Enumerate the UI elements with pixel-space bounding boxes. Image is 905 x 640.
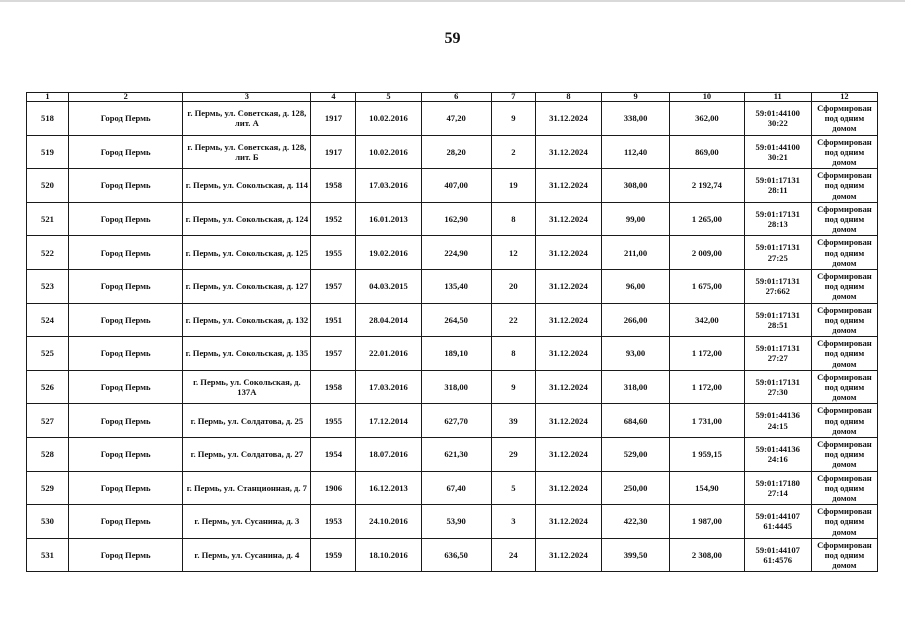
value-cell: 1 265,00 — [670, 202, 745, 236]
cadastral-number-cell: 59:01:17180 27:14 — [744, 471, 811, 505]
count-cell: 5 — [491, 471, 535, 505]
municipality-cell: Город Пермь — [68, 404, 182, 438]
year-built-cell: 1958 — [311, 169, 356, 203]
deadline-date-cell: 31.12.2024 — [535, 169, 601, 203]
status-cell: Сформирован под одним домом — [811, 202, 877, 236]
count-cell: 39 — [491, 404, 535, 438]
municipality-cell: Город Пермь — [68, 135, 182, 169]
table-row — [27, 505, 878, 539]
address-cell: г. Пермь, ул. Сусанина, д. 4 — [183, 538, 311, 572]
value-cell: 422,30 — [601, 505, 669, 539]
table-row — [27, 370, 878, 404]
value-cell: 1 987,00 — [670, 505, 745, 539]
value-cell: 2 192,74 — [670, 169, 745, 203]
table-row — [27, 135, 878, 169]
column-header: 9 — [601, 93, 669, 102]
address-cell: г. Пермь, ул. Солдатова, д. 25 — [183, 404, 311, 438]
municipality-cell: Город Пермь — [68, 505, 182, 539]
value-cell: 250,00 — [601, 471, 669, 505]
column-header: 1 — [27, 93, 69, 102]
table-row — [27, 269, 878, 303]
address-cell: г. Пермь, ул. Станционная, д. 7 — [183, 471, 311, 505]
municipality-cell: Город Пермь — [68, 538, 182, 572]
count-cell: 8 — [491, 202, 535, 236]
date-cell: 04.03.2015 — [356, 269, 421, 303]
year-built-cell: 1955 — [311, 236, 356, 270]
cadastral-number-cell: 59:01:44100 30:21 — [744, 135, 811, 169]
date-cell: 17.03.2016 — [356, 169, 421, 203]
row-number-cell: 527 — [27, 404, 69, 438]
date-cell: 16.01.2013 — [356, 202, 421, 236]
deadline-date-cell: 31.12.2024 — [535, 135, 601, 169]
deadline-date-cell: 31.12.2024 — [535, 437, 601, 471]
table-row — [27, 102, 878, 136]
date-cell: 24.10.2016 — [356, 505, 421, 539]
value-cell: 529,00 — [601, 437, 669, 471]
value-cell: 99,00 — [601, 202, 669, 236]
table-row — [27, 538, 878, 572]
area-cell: 28,20 — [421, 135, 491, 169]
cadastral-number-cell: 59:01:17131 28:51 — [744, 303, 811, 337]
cadastral-number-cell: 59:01:17131 28:11 — [744, 169, 811, 203]
value-cell: 211,00 — [601, 236, 669, 270]
address-cell: г. Пермь, ул. Солдатова, д. 27 — [183, 437, 311, 471]
date-cell: 19.02.2016 — [356, 236, 421, 270]
status-cell: Сформирован под одним домом — [811, 437, 877, 471]
column-header: 4 — [311, 93, 356, 102]
address-cell: г. Пермь, ул. Советская, д. 128, лит. А — [183, 102, 311, 136]
municipality-cell: Город Пермь — [68, 337, 182, 371]
value-cell: 1 731,00 — [670, 404, 745, 438]
column-header: 3 — [183, 93, 311, 102]
count-cell: 9 — [491, 102, 535, 136]
value-cell: 338,00 — [601, 102, 669, 136]
column-header: 7 — [491, 93, 535, 102]
address-cell: г. Пермь, ул. Советская, д. 128, лит. Б — [183, 135, 311, 169]
year-built-cell: 1917 — [311, 135, 356, 169]
area-cell: 189,10 — [421, 337, 491, 371]
status-cell: Сформирован под одним домом — [811, 135, 877, 169]
area-cell: 224,90 — [421, 236, 491, 270]
value-cell: 362,00 — [670, 102, 745, 136]
area-cell: 621,30 — [421, 437, 491, 471]
deadline-date-cell: 31.12.2024 — [535, 269, 601, 303]
cadastral-number-cell: 59:01:44136 24:15 — [744, 404, 811, 438]
value-cell: 869,00 — [670, 135, 745, 169]
status-cell: Сформирован под одним домом — [811, 471, 877, 505]
date-cell: 28.04.2014 — [356, 303, 421, 337]
row-number-cell: 525 — [27, 337, 69, 371]
year-built-cell: 1952 — [311, 202, 356, 236]
area-cell: 162,90 — [421, 202, 491, 236]
column-header: 2 — [68, 93, 182, 102]
column-header: 11 — [744, 93, 811, 102]
table-row — [27, 437, 878, 471]
count-cell: 2 — [491, 135, 535, 169]
count-cell: 19 — [491, 169, 535, 203]
count-cell: 12 — [491, 236, 535, 270]
date-cell: 16.12.2013 — [356, 471, 421, 505]
status-cell: Сформирован под одним домом — [811, 102, 877, 136]
area-cell: 135,40 — [421, 269, 491, 303]
row-number-cell: 524 — [27, 303, 69, 337]
date-cell: 10.02.2016 — [356, 102, 421, 136]
row-number-cell: 520 — [27, 169, 69, 203]
municipality-cell: Город Пермь — [68, 102, 182, 136]
table-header — [27, 93, 878, 102]
address-cell: г. Пермь, ул. Сокольская, д. 135 — [183, 337, 311, 371]
value-cell: 308,00 — [601, 169, 669, 203]
row-number-cell: 519 — [27, 135, 69, 169]
status-cell: Сформирован под одним домом — [811, 303, 877, 337]
column-header: 6 — [421, 93, 491, 102]
date-cell: 17.03.2016 — [356, 370, 421, 404]
value-cell: 112,40 — [601, 135, 669, 169]
municipality-cell: Город Пермь — [68, 202, 182, 236]
cadastral-number-cell: 59:01:44100 30:22 — [744, 102, 811, 136]
date-cell: 18.10.2016 — [356, 538, 421, 572]
page-top-edge — [0, 0, 905, 2]
area-cell: 67,40 — [421, 471, 491, 505]
value-cell: 266,00 — [601, 303, 669, 337]
address-cell: г. Пермь, ул. Сокольская, д. 127 — [183, 269, 311, 303]
cadastral-number-cell: 59:01:17131 27:30 — [744, 370, 811, 404]
cadastral-number-cell: 59:01:17131 27:662 — [744, 269, 811, 303]
value-cell: 684,60 — [601, 404, 669, 438]
count-cell: 20 — [491, 269, 535, 303]
cadastral-number-cell: 59:01:44107 61:4576 — [744, 538, 811, 572]
table-row — [27, 404, 878, 438]
status-cell: Сформирован под одним домом — [811, 236, 877, 270]
status-cell: Сформирован под одним домом — [811, 269, 877, 303]
row-number-cell: 526 — [27, 370, 69, 404]
cadastral-number-cell: 59:01:44107 61:4445 — [744, 505, 811, 539]
municipality-cell: Город Пермь — [68, 269, 182, 303]
value-cell: 1 959,15 — [670, 437, 745, 471]
column-header: 5 — [356, 93, 421, 102]
area-cell: 407,00 — [421, 169, 491, 203]
deadline-date-cell: 31.12.2024 — [535, 538, 601, 572]
table-row — [27, 303, 878, 337]
count-cell: 24 — [491, 538, 535, 572]
date-cell: 17.12.2014 — [356, 404, 421, 438]
deadline-date-cell: 31.12.2024 — [535, 505, 601, 539]
value-cell: 2 308,00 — [670, 538, 745, 572]
municipality-cell: Город Пермь — [68, 303, 182, 337]
value-cell: 2 009,00 — [670, 236, 745, 270]
row-number-cell: 530 — [27, 505, 69, 539]
deadline-date-cell: 31.12.2024 — [535, 303, 601, 337]
municipality-cell: Город Пермь — [68, 471, 182, 505]
value-cell: 318,00 — [601, 370, 669, 404]
status-cell: Сформирован под одним домом — [811, 370, 877, 404]
date-cell: 22.01.2016 — [356, 337, 421, 371]
year-built-cell: 1953 — [311, 505, 356, 539]
year-built-cell: 1906 — [311, 471, 356, 505]
area-cell: 627,70 — [421, 404, 491, 438]
value-cell: 1 172,00 — [670, 370, 745, 404]
status-cell: Сформирован под одним домом — [811, 169, 877, 203]
row-number-cell: 528 — [27, 437, 69, 471]
status-cell: Сформирован под одним домом — [811, 337, 877, 371]
municipality-cell: Город Пермь — [68, 236, 182, 270]
area-cell: 53,90 — [421, 505, 491, 539]
count-cell: 22 — [491, 303, 535, 337]
year-built-cell: 1917 — [311, 102, 356, 136]
page-number: 59 — [444, 30, 461, 47]
cadastral-number-cell: 59:01:44136 24:16 — [744, 437, 811, 471]
value-cell: 1 172,00 — [670, 337, 745, 371]
municipality-cell: Город Пермь — [68, 370, 182, 404]
column-header: 10 — [670, 93, 745, 102]
cadastral-number-cell: 59:01:17131 28:13 — [744, 202, 811, 236]
address-cell: г. Пермь, ул. Сокольская, д. 137А — [183, 370, 311, 404]
deadline-date-cell: 31.12.2024 — [535, 370, 601, 404]
municipality-cell: Город Пермь — [68, 437, 182, 471]
area-cell: 318,00 — [421, 370, 491, 404]
count-cell: 9 — [491, 370, 535, 404]
date-cell: 10.02.2016 — [356, 135, 421, 169]
deadline-date-cell: 31.12.2024 — [535, 236, 601, 270]
area-cell: 264,50 — [421, 303, 491, 337]
row-number-cell: 521 — [27, 202, 69, 236]
year-built-cell: 1957 — [311, 337, 356, 371]
year-built-cell: 1957 — [311, 269, 356, 303]
address-cell: г. Пермь, ул. Сусанина, д. 3 — [183, 505, 311, 539]
table-row — [27, 202, 878, 236]
year-built-cell: 1954 — [311, 437, 356, 471]
address-cell: г. Пермь, ул. Сокольская, д. 125 — [183, 236, 311, 270]
column-header: 8 — [535, 93, 601, 102]
year-built-cell: 1958 — [311, 370, 356, 404]
deadline-date-cell: 31.12.2024 — [535, 471, 601, 505]
registry-table — [26, 92, 878, 572]
row-number-cell: 523 — [27, 269, 69, 303]
table-row — [27, 169, 878, 203]
area-cell: 636,50 — [421, 538, 491, 572]
status-cell: Сформирован под одним домом — [811, 505, 877, 539]
row-number-cell: 522 — [27, 236, 69, 270]
year-built-cell: 1951 — [311, 303, 356, 337]
deadline-date-cell: 31.12.2024 — [535, 337, 601, 371]
column-number-row — [27, 93, 878, 102]
address-cell: г. Пермь, ул. Сокольская, д. 132 — [183, 303, 311, 337]
address-cell: г. Пермь, ул. Сокольская, д. 124 — [183, 202, 311, 236]
deadline-date-cell: 31.12.2024 — [535, 202, 601, 236]
deadline-date-cell: 31.12.2024 — [535, 404, 601, 438]
table-row — [27, 337, 878, 371]
value-cell: 154,90 — [670, 471, 745, 505]
value-cell: 93,00 — [601, 337, 669, 371]
table-row — [27, 236, 878, 270]
value-cell: 1 675,00 — [670, 269, 745, 303]
value-cell: 399,50 — [601, 538, 669, 572]
table-body — [27, 102, 878, 572]
status-cell: Сформирован под одним домом — [811, 404, 877, 438]
count-cell: 8 — [491, 337, 535, 371]
address-cell: г. Пермь, ул. Сокольская, д. 114 — [183, 169, 311, 203]
value-cell: 96,00 — [601, 269, 669, 303]
year-built-cell: 1959 — [311, 538, 356, 572]
row-number-cell: 529 — [27, 471, 69, 505]
column-header: 12 — [811, 93, 877, 102]
row-number-cell: 531 — [27, 538, 69, 572]
year-built-cell: 1955 — [311, 404, 356, 438]
count-cell: 3 — [491, 505, 535, 539]
cadastral-number-cell: 59:01:17131 27:27 — [744, 337, 811, 371]
deadline-date-cell: 31.12.2024 — [535, 102, 601, 136]
date-cell: 18.07.2016 — [356, 437, 421, 471]
count-cell: 29 — [491, 437, 535, 471]
status-cell: Сформирован под одним домом — [811, 538, 877, 572]
cadastral-number-cell: 59:01:17131 27:25 — [744, 236, 811, 270]
municipality-cell: Город Пермь — [68, 169, 182, 203]
area-cell: 47,20 — [421, 102, 491, 136]
row-number-cell: 518 — [27, 102, 69, 136]
table-row — [27, 471, 878, 505]
value-cell: 342,00 — [670, 303, 745, 337]
